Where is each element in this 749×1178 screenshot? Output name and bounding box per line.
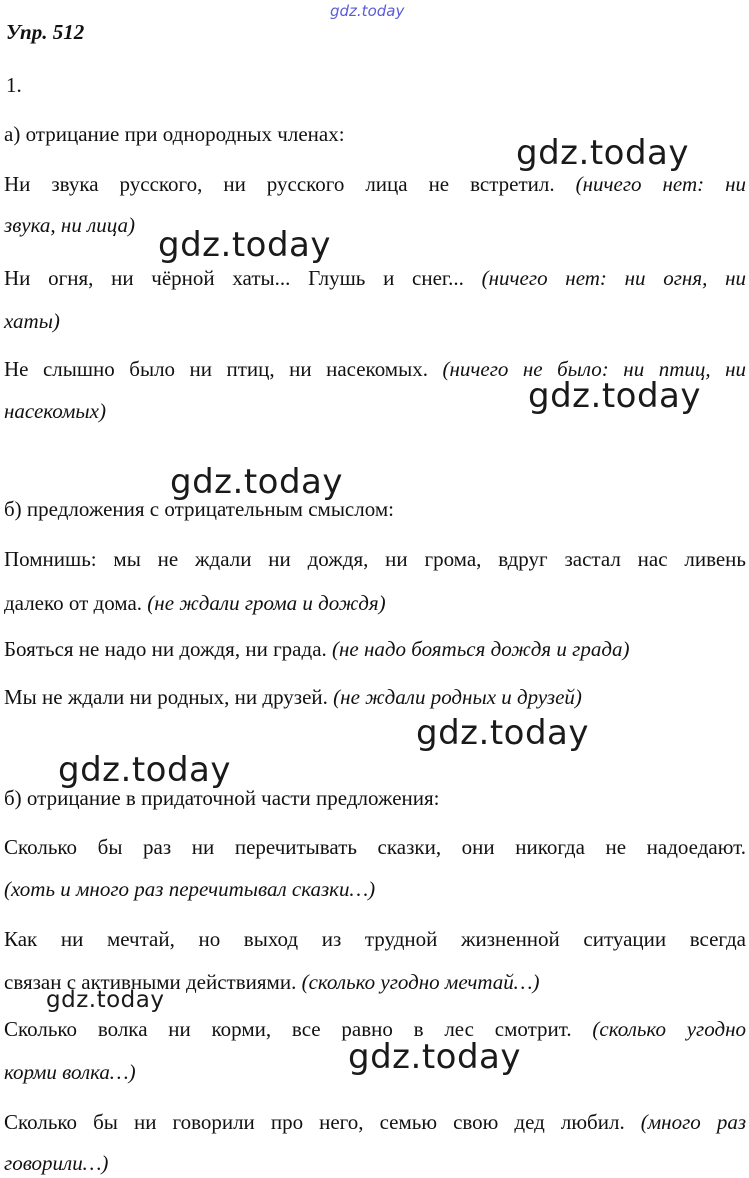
sentence-text: Мы не ждали ни родных, ни друзей.: [4, 685, 328, 709]
section-c-heading: б) отрицание в придаточной части предложения:: [4, 786, 440, 810]
sentence-text: Помнишь: мы не ждали ни дождя, ни грома, вдруг застал нас ливень: [4, 547, 746, 571]
sentence-note: (ничего не было: ни птиц, ни: [442, 357, 747, 381]
sentence-note: (не ждали родных и друзей): [333, 685, 582, 709]
sentence-c1-line2: [4, 876, 746, 902]
sentence-note: насекомых): [4, 399, 106, 423]
sentence-note: (сколько угодно мечтай…): [301, 970, 540, 994]
sentence-text: Как ни мечтай, но выход из трудной жизненной ситуации всегда: [4, 927, 746, 951]
sentence-b2: [4, 636, 746, 662]
item-number: 1.: [6, 73, 22, 97]
exercise-title: Упр. 512: [6, 20, 85, 44]
section-b-heading: б) предложения с отрицательным смыслом:: [4, 497, 394, 521]
sentence-text: Сколько бы ни говорили про него, семью свою дед любил.: [4, 1110, 625, 1134]
sentence-text: Не слышно было ни птиц, ни насекомых.: [4, 357, 428, 381]
watermark: gdz.today: [528, 376, 701, 416]
sentence-note: говорили…): [4, 1151, 109, 1175]
sentence-text: Бояться не надо ни дождя, ни града.: [4, 637, 327, 661]
sentence-text: Сколько волка ни корми, все равно в лес смотрит.: [4, 1017, 572, 1041]
section-a-heading: а) отрицание при однородных членах:: [4, 122, 345, 146]
top-watermark: gdz.today: [330, 2, 405, 20]
sentence-c4-line2: [4, 1150, 746, 1176]
sentence-c4-line1: [4, 1109, 746, 1135]
sentence-a1-line2: [4, 212, 746, 238]
watermark: gdz.today: [158, 225, 331, 265]
sentence-b1-line1: [4, 546, 746, 572]
sentence-note: (сколько угодно: [592, 1017, 746, 1041]
watermark: gdz.today: [516, 133, 689, 173]
sentence-note: (ничего нет: ни: [575, 172, 746, 196]
sentence-note: корми волка…): [4, 1060, 136, 1084]
watermark: gdz.today: [348, 1037, 521, 1077]
sentence-text: далеко от дома.: [4, 591, 143, 615]
sentence-b1-line2: [4, 590, 746, 616]
sentence-text: связан с активными действиями.: [4, 970, 297, 994]
sentence-note: звука, ни лица): [4, 213, 136, 237]
sentence-note: (не надо бояться дождя и града): [332, 637, 630, 661]
sentence-text: Сколько бы раз ни перечитывать сказки, они никогда не надоедают.: [4, 835, 746, 859]
sentence-note: хаты): [4, 309, 60, 333]
sentence-b3: [4, 684, 746, 710]
sentence-a1-line1: [4, 171, 746, 197]
sentence-c1-line1: [4, 834, 746, 860]
sentence-note: (хоть и много раз перечитывал сказки…): [4, 877, 376, 901]
watermark: gdz.today: [58, 750, 231, 790]
watermark: gdz.today: [170, 462, 343, 502]
sentence-text: Ни огня, ни чёрной хаты... Глушь и снег...: [4, 266, 464, 290]
sentence-note: (ничего нет: ни огня, ни: [481, 266, 746, 290]
sentence-a2-line1: [4, 265, 746, 291]
sentence-text: Ни звука русского, ни русского лица не встретил.: [4, 172, 555, 196]
sentence-note: (не ждали грома и дождя): [147, 591, 386, 615]
sentence-a2-line2: [4, 308, 746, 334]
watermark: gdz.today: [416, 713, 589, 753]
sentence-c2-line1: [4, 926, 746, 952]
watermark: gdz.today: [46, 987, 165, 1013]
sentence-note: (много раз: [640, 1110, 747, 1134]
